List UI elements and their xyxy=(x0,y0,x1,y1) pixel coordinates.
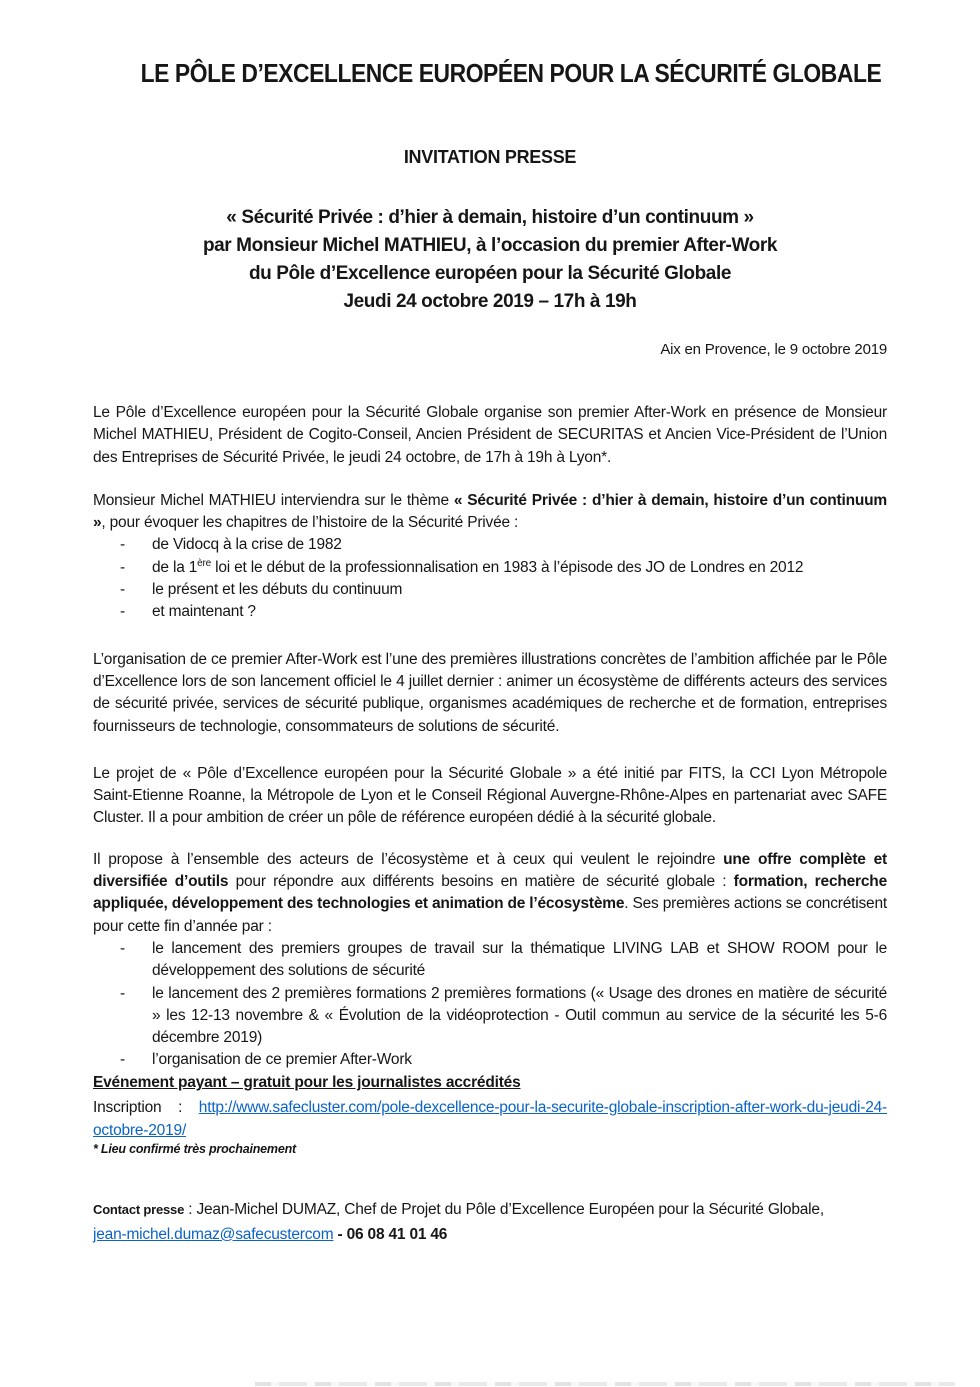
offre-paragraph xyxy=(93,849,887,938)
offre-seg-5: . Ses premières actions se concrétisent pour cette fin d’année par : xyxy=(93,895,887,935)
bullet-dash: - xyxy=(120,1051,125,1069)
event-heading-line-3: du Pôle d’Excellence européen pour la Sécurité Globale xyxy=(248,263,732,284)
registration-label: Inscription : xyxy=(93,1098,199,1116)
list-item-text: et maintenant ? xyxy=(152,603,256,621)
list-item-text-part: loi et le début de la professionnalisation en 1983 à l’épisode des JO de Londres en 2012 xyxy=(211,558,804,576)
intro-paragraph: Le Pôle d’Excellence européen pour la Sécurité Globale organise son premier After-Work en présence de Monsieur Michel MATHIEU, Président de Cogito-Conseil, Ancien Président de SECURITAS et Ancien Vice-Président de l’Union des Entreprises de Sécurité Privée, le jeudi 24 octobre, de 17h à 19h à Lyon*. xyxy=(93,404,887,466)
list-item xyxy=(93,579,887,601)
press-contact xyxy=(93,1197,887,1247)
document-kicker: INVITATION PRESSE xyxy=(403,147,577,167)
event-heading-line-4: Jeudi 24 octobre 2019 – 17h à 19h xyxy=(343,291,637,312)
press-contact-line-1 xyxy=(93,1197,887,1222)
event-heading-line-1: « Sécurité Privée : d’hier à demain, histoire d’un continuum » xyxy=(226,207,754,228)
list-item-text: le présent et les débuts du continuum xyxy=(152,581,403,599)
press-contact-label: Contact presse xyxy=(93,1201,185,1217)
projet-paragraph: Le projet de « Pôle d’Excellence européen pour la Sécurité Globale » a été initié par FITS, la CCI Lyon Métropole Saint-Etienne Roanne, la Métropole de Lyon et le Conseil Régional Auvergne-Rhône-Alpes en partenariat avec SAFE Cluster. Il a pour ambition de créer un pôle de référence européen dédié à la sécurité globale. xyxy=(93,764,887,827)
venue-footnote: * Lieu confirmé très prochainement xyxy=(93,1141,296,1156)
list-item xyxy=(93,983,887,1050)
theme-title-bold: « Sécurité Privée : d’hier à demain, histoire d’un continuum » xyxy=(93,491,887,532)
event-heading-line-2: par Monsieur Michel MATHIEU, à l’occasion du premier After-Work xyxy=(202,235,778,256)
offre-seg-3: pour répondre aux différents besoins en matière de sécurité globale : xyxy=(228,873,734,891)
registration-line xyxy=(93,1096,887,1142)
list-item-text: le lancement des 2 premières formations 2 premières formations (« Usage des drones en matière de sécurité » les 12-13 novembre & « Évolution de la vidéoprotection - Outil commun au service de la sécurité les 5-6 décembre 2019) xyxy=(152,984,887,1047)
dateline: Aix en Provence, le 9 octobre 2019 xyxy=(660,341,887,358)
document-title: LE PÔLE D’EXCELLENCE EUROPÉEN POUR LA SÉCURITÉ GLOBALE xyxy=(140,58,882,88)
list-item xyxy=(93,938,887,983)
press-contact-email-link[interactable]: jean-michel.dumaz@safecustercom xyxy=(93,1225,334,1243)
list-item-text-part: de la 1 xyxy=(152,558,198,576)
list-item xyxy=(93,534,887,556)
bullet-dash: - xyxy=(120,558,125,576)
theme-paragraph xyxy=(93,490,887,535)
bullet-dash: - xyxy=(120,536,125,554)
actions-list xyxy=(93,938,887,1072)
list-item xyxy=(93,601,887,623)
registration-headline-text: Evénement payant – gratuit pour les journalistes accrédités xyxy=(93,1073,521,1091)
bullet-dash: - xyxy=(120,984,125,1002)
press-contact-phone: - 06 08 41 01 46 xyxy=(333,1225,448,1243)
list-item xyxy=(93,1049,887,1071)
list-item xyxy=(93,557,887,579)
theme-text-after: , pour évoquer les chapitres de l’histoire de la Sécurité Privée : xyxy=(101,514,519,532)
list-item-text: l’organisation de ce premier After-Work xyxy=(152,1051,412,1069)
press-contact-text: : Jean-Michel DUMAZ, Chef de Projet du Pôle d’Excellence Européen pour la Sécurité Globale, xyxy=(184,1200,824,1218)
offre-seg-2-bold: une offre complète et diversifiée d’outils xyxy=(93,850,887,891)
organisation-paragraph: L’organisation de ce premier After-Work est l’une des premières illustrations concrètes de l’ambition affichée par le Pôle d’Excellence lors de son lancement officiel le 4 juillet dernier : animer un écosystème de différents acteurs des services de sécurité privée, services de sécurité publique, organismes académiques de recherche et de formation, entreprises fournisseurs de technologie, consommateurs de solutions de sécurité. xyxy=(93,650,887,735)
chapters-list xyxy=(93,534,887,623)
bullet-dash: - xyxy=(120,581,125,599)
press-contact-line-2 xyxy=(93,1222,887,1247)
registration-headline xyxy=(93,1072,887,1094)
list-item-text xyxy=(152,559,803,576)
cut-off-footer-text xyxy=(255,1382,955,1386)
ordinal-superscript: ère xyxy=(197,557,211,569)
offre-seg-1: Il propose à l’ensemble des acteurs de l’écosystème et à ceux qui veulent le rejoindre xyxy=(93,850,724,868)
bullet-dash: - xyxy=(120,939,125,957)
event-heading xyxy=(93,204,887,316)
theme-text-before: Monsieur Michel MATHIEU interviendra sur le thème xyxy=(93,491,454,509)
list-item-text: de Vidocq à la crise de 1982 xyxy=(152,536,342,554)
list-item-text: le lancement des premiers groupes de travail sur la thématique LIVING LAB et SHOW ROOM pour le développement des solutions de sécurité xyxy=(152,939,887,980)
offre-seg-4-bold: formation, recherche appliquée, développement des technologies et animation de l’écosystème xyxy=(93,873,887,913)
bullet-dash: - xyxy=(120,603,125,621)
registration-link[interactable]: http://www.safecluster.com/pole-dexcellence-pour-la-securite-globale-inscription-after-work-du-jeudi-24-octobre-2019/ xyxy=(93,1098,887,1139)
